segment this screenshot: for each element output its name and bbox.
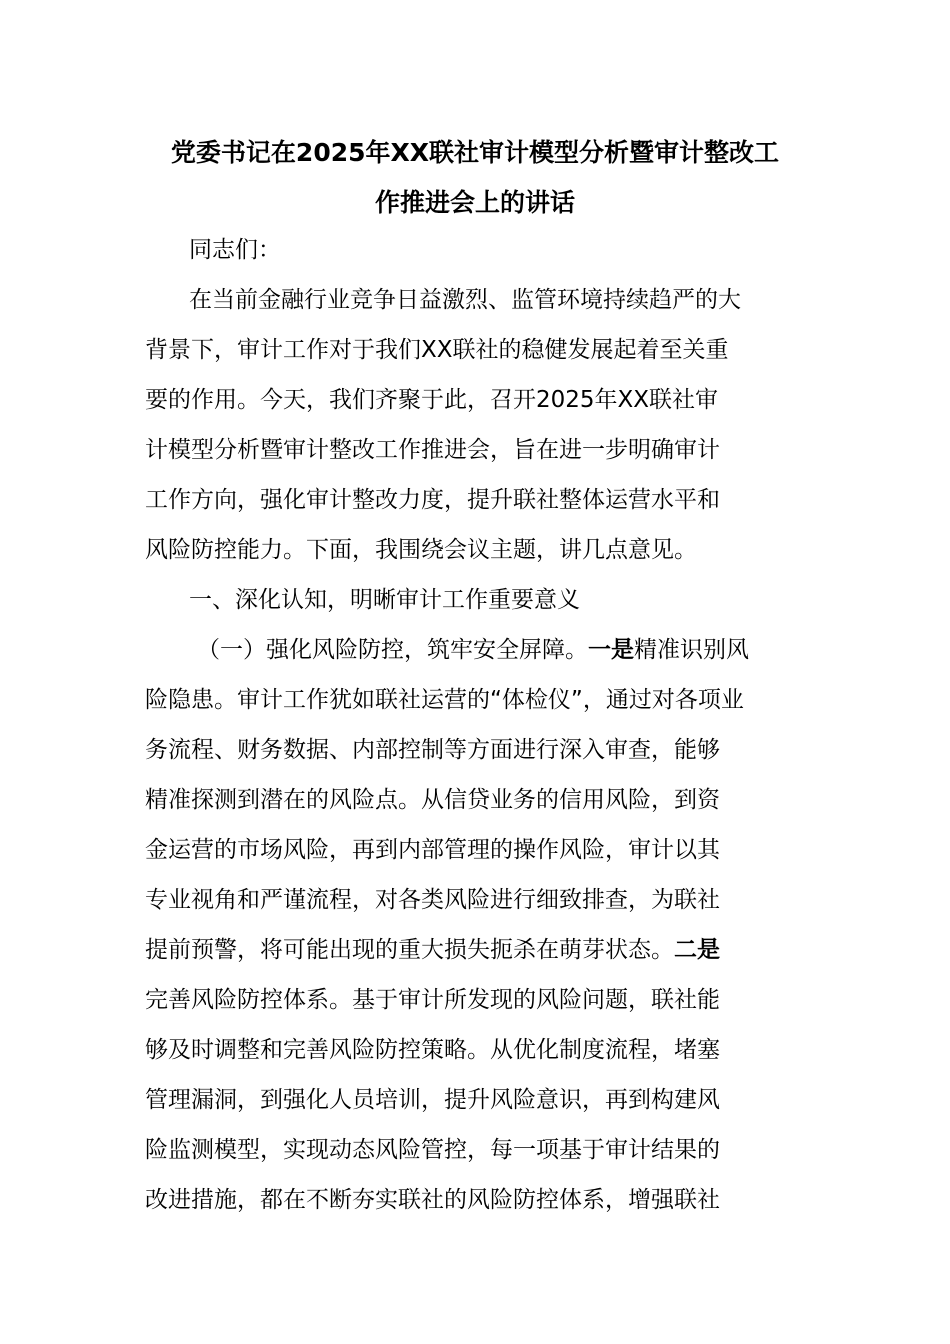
body-line: 要的作用。今天，我们齐聚于此，召开2025年XX联社审 xyxy=(145,387,719,413)
body-line xyxy=(145,625,825,675)
title-line: 作推进会上的讲话 xyxy=(374,188,575,217)
emphasis-marker: 二是 xyxy=(674,937,720,963)
body-line: 完善风险防控体系。基于审计所发现的风险问题，联社能 xyxy=(145,987,720,1013)
body-line: 计模型分析暨审计整改工作推进会，旨在进一步明确审计 xyxy=(145,437,720,463)
emphasis-marker: 一是 xyxy=(588,637,634,663)
document-title xyxy=(140,128,810,228)
body-line: 在当前金融行业竞争日益激烈、监管环境持续趋严的大 xyxy=(189,287,741,313)
body-line xyxy=(145,925,825,975)
body-line: 背景下，审计工作对于我们XX联社的稳健发展起着至关重 xyxy=(145,337,729,363)
salutation: 同志们： xyxy=(189,237,281,263)
body-line: 够及时调整和完善风险防控策略。从优化制度流程，堵塞 xyxy=(145,1037,720,1063)
subsection-heading: （一）强化风险防控，筑牢安全屏障。 xyxy=(197,637,588,663)
document-body xyxy=(145,225,825,1225)
body-line: 金运营的市场风险，再到内部管理的操作风险，审计以其 xyxy=(145,837,720,863)
body-line: 工作方向，强化审计整改力度，提升联社整体运营水平和 xyxy=(145,487,720,513)
title-line: 党委书记在2025年XX联社审计模型分析暨审计整改工 xyxy=(170,138,780,167)
section-heading: 一、深化认知，明晰审计工作重要意义 xyxy=(189,587,580,613)
body-text: 精准识别风 xyxy=(634,637,749,663)
body-text: 提前预警，将可能出现的重大损失扼杀在萌芽状态。 xyxy=(145,937,674,963)
body-line: 务流程、财务数据、内部控制等方面进行深入审查，能够 xyxy=(145,737,720,763)
body-line: 改进措施，都在不断夯实联社的风险防控体系，增强联社 xyxy=(145,1187,720,1213)
body-line: 管理漏洞，到强化人员培训，提升风险意识，再到构建风 xyxy=(145,1087,720,1113)
body-line: 专业视角和严谨流程，对各类风险进行细致排查，为联社 xyxy=(145,887,720,913)
body-line: 精准探测到潜在的风险点。从信贷业务的信用风险，到资 xyxy=(145,787,720,813)
body-line: 险监测模型，实现动态风险管控，每一项基于审计结果的 xyxy=(145,1137,720,1163)
body-line: 风险防控能力。下面，我围绕会议主题，讲几点意见。 xyxy=(145,537,697,563)
body-line: 险隐患。审计工作犹如联社运营的“体检仪”，通过对各项业 xyxy=(145,687,744,713)
